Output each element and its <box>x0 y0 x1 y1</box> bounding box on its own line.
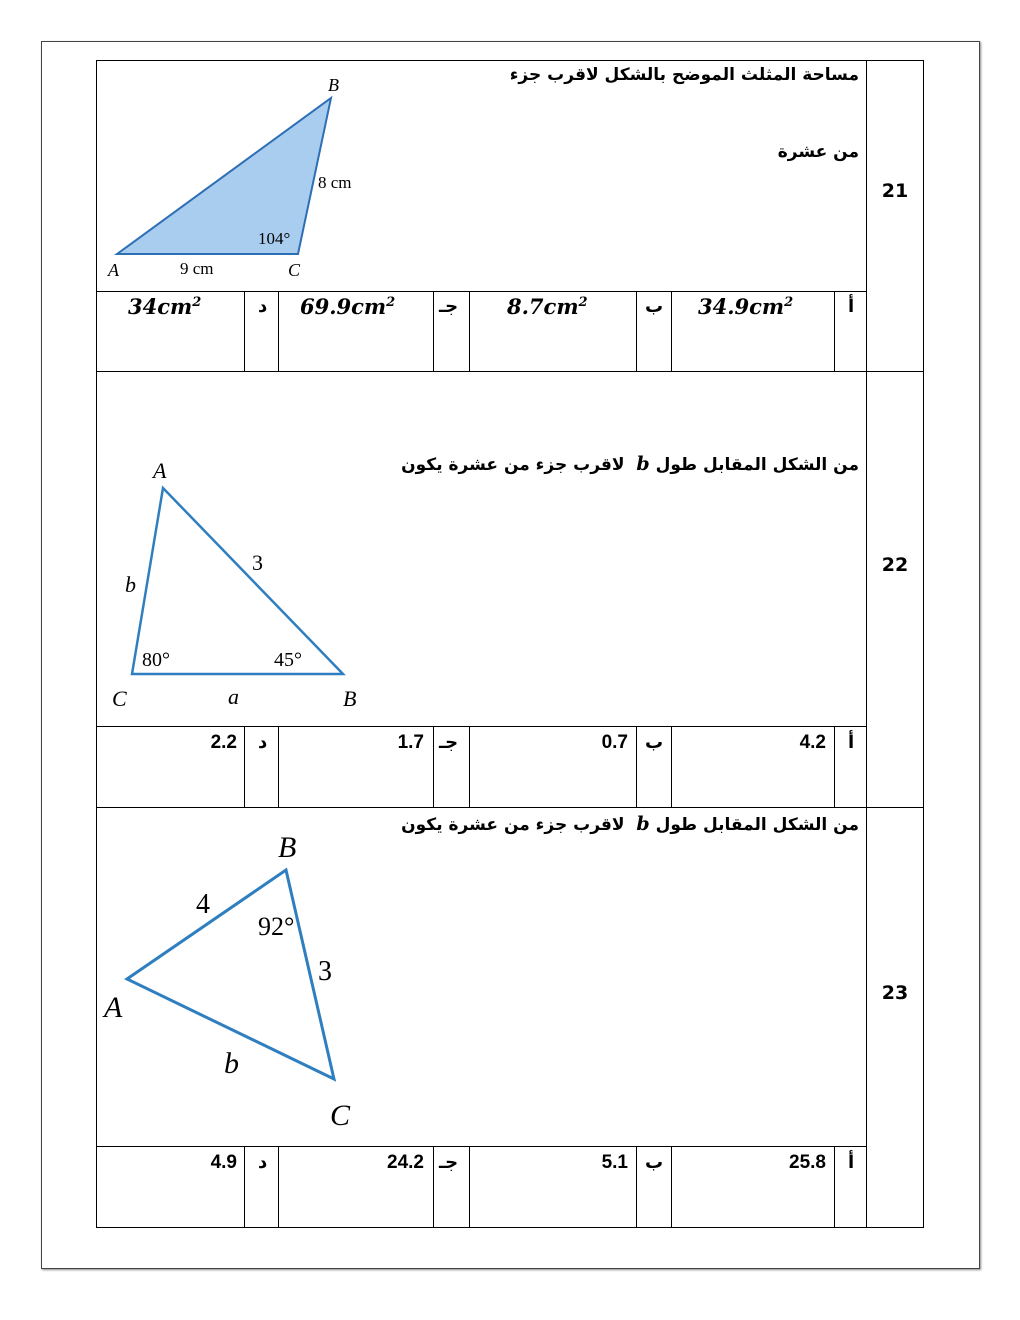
q23-opt-a-letter: أ <box>848 1152 855 1173</box>
q23-opt-a-value[interactable]: 25.8 <box>789 1152 826 1173</box>
q21-opt-c-value[interactable]: $69.9cm^2$ <box>300 294 396 319</box>
q22-question-text: من الشكل المقابل طول b لاقرب جزء من عشرة يكون <box>401 453 859 475</box>
q23-side-bc-label: 3 <box>318 956 332 987</box>
q23-opt-d-value[interactable]: 4.9 <box>210 1152 237 1173</box>
q21-triangle-figure <box>100 66 370 286</box>
q21-triangle <box>117 98 331 254</box>
q22-opt-c-value[interactable]: 1.7 <box>397 732 424 753</box>
q21-opt-d-value[interactable]: $34cm^2$ <box>128 294 202 319</box>
q21-opt-b-letter: ب <box>645 296 664 317</box>
q23-opt-b-letter: ب <box>645 1152 664 1173</box>
q22-number-cell <box>866 371 924 808</box>
q23-triangle-figure <box>98 815 368 1140</box>
q23-opt-d-letter: د <box>258 1152 268 1173</box>
q21-opt-d-letter: د <box>258 296 268 317</box>
q21-opt-b-value[interactable]: $8.7cm^2$ <box>507 294 588 319</box>
q23-question-text: من الشكل المقابل طول b لاقرب جزء من عشرة يكون <box>401 813 859 835</box>
q21-opt-c-letter: جـ <box>439 296 459 317</box>
q21-opt-a-letter: أ <box>848 296 855 317</box>
q23-number: 23 <box>881 982 909 1004</box>
q23-vertex-a: A <box>104 991 123 1024</box>
q21-number-cell <box>866 60 924 372</box>
q21-side-ac-label: 9 cm <box>180 259 214 278</box>
q21-vertex-c: C <box>288 260 301 280</box>
q22-side-ab-label: 3 <box>252 550 263 575</box>
q22-opt-a-value[interactable]: 4.2 <box>799 732 826 753</box>
q21-opt-a-value[interactable]: $34.9cm^2$ <box>698 294 794 319</box>
q22-opt-a-letter: أ <box>848 732 855 753</box>
q22-number: 22 <box>881 554 909 576</box>
q22-opt-d-letter: د <box>258 732 268 753</box>
q22-opt-d-value[interactable]: 2.2 <box>210 732 237 753</box>
q22-vertex-a: A <box>153 458 167 483</box>
q23-number-cell <box>866 807 924 1228</box>
q23-vertex-b: B <box>278 831 297 864</box>
q21-vertex-a: A <box>108 260 119 280</box>
q23-side-ab-label: 4 <box>196 889 210 920</box>
q23-opt-b-value[interactable]: 5.1 <box>601 1152 628 1173</box>
q22-angle-b-label: 45° <box>274 649 302 671</box>
q22-triangle-figure <box>100 448 370 718</box>
q22-opt-c-letter: جـ <box>439 732 459 753</box>
q22-side-b-label: b <box>125 572 136 597</box>
q23-opt-c-letter: جـ <box>439 1152 459 1173</box>
q23-angle-b-label: 92° <box>258 912 295 941</box>
q22-opt-b-value[interactable]: 0.7 <box>601 732 628 753</box>
q23-vertex-c: C <box>330 1099 351 1132</box>
q21-side-bc-label: 8 cm <box>318 173 352 192</box>
q21-angle-c-label: 104° <box>258 229 291 248</box>
q22-angle-c-label: 80° <box>142 649 170 671</box>
q21-vertex-b: B <box>328 75 339 95</box>
q21-text-line2: من عشرة <box>777 142 859 162</box>
q23-opt-c-value[interactable]: 24.2 <box>387 1152 424 1173</box>
q22-triangle <box>132 488 343 674</box>
q22-vertex-c: C <box>112 686 127 711</box>
q22-vertex-b: B <box>343 686 357 711</box>
q22-side-a-label: a <box>228 684 239 709</box>
q22-opt-b-letter: ب <box>645 732 664 753</box>
q21-text-line1: مساحة المثلث الموضح بالشكل لاقرب جزء <box>509 65 859 85</box>
q21-number: 21 <box>881 180 909 202</box>
q23-side-b-label: b <box>224 1047 239 1080</box>
